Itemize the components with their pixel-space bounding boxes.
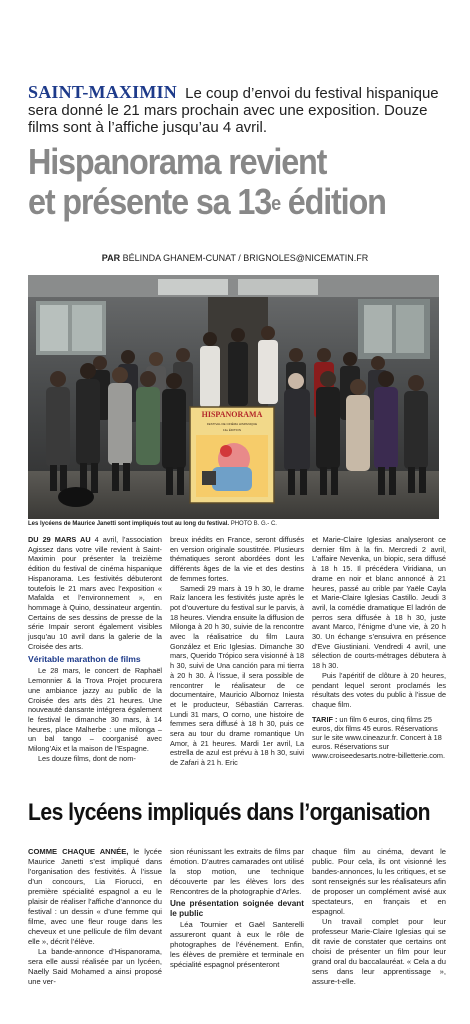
festival-poster: [190, 407, 274, 503]
second-column-3: chaque film au cinéma, devant le public. Pour cela, ils ont visionné les bandes-annonces, lu les critiques, et se sont renseignés sur les réalisateurs afin de proposer un complément avisé aux spectateurs, en français et en espagnol. Un travail complet pour leur professeur Marie-Claire Iglesias qui se dit ravie de constater que certains ont choisi de présenter un film pour leur grand oral du baccalauréat. « Cela a du sens dans leur apprentissage », assure-t-elle.: [312, 847, 446, 986]
subheading-marathon: Véritable marathon de films: [28, 654, 141, 665]
second-column-1: COMME CHAQUE ANNÉE, le lycée Maurice Janetti s’est impliqué dans l’organisation des festivités. À l’issue d’un concours, Lia Fiorucci, en première spécialité espagnol a eu le plaisir de réaliser l’affiche d’annonce du festival : un dessin « d’une femme qui filme, avec une fleur rouge dans les cheveux et une pellicule de film devant elle », décrit l’élève. La bande-annonce d’Hispanorama, sera elle aussi réalisée par un lycéen, Naelly Said Mohamed a ainsi proposé une ver-: [28, 847, 162, 986]
kicker-text: Le coup d’envoi du festival hispanique sera donné le 21 mars prochain avec une exposition. Douze films sont à l’affiche jusqu’au 4 avril.: [28, 85, 439, 136]
byline: [0, 253, 470, 263]
article-column-3: et Marie-Claire Iglesias analyseront ce dernier film à la fin. Mercredi 2 avril, L’affaire Nevenka, un biopic, sera diffusé à 18 h 15. Il précédera Viridiana, un drame en noir et blanc annoncé à 21 heures, passé au crible par Yaële Cayla et Marie-Claire Iglesias Castillo. Jeudi 3 avril, la comédie dramatique El ladrón de perros sera diffusée à 18 h 30, juste avant Marco, l’énigme d’une vie, à 20 h 30. Un échange s’ensuivra en présence d’Eve Giustiniani. Vendredi 4 avril, une sélection de courts-métrages débutera à 18 h 30. Puis l’apéritif de clôture à 20 heures, pendant lequel seront proclamés les résultats des votes du public à l’issue de chaque film. TARIF : un film 6 euros, cinq films 25 euros, dix films 45 euros. Réservations sur le site www.cineazur.fr. Concert à 18 euros. Réservations sur www.croiseedesarts.notre-billetterie.com.: [312, 535, 446, 760]
second-lead: COMME CHAQUE ANNÉE,: [28, 847, 129, 856]
headline-line-1: Hispanorama revient: [28, 141, 327, 182]
poster-title: HISPANORAMA: [201, 410, 263, 419]
second-headline: Les lycéens impliqués dans l’organisation: [28, 799, 431, 826]
caption-text: Les lycéens de Maurice Janetti sont impliqués tout au long du festival.: [28, 521, 230, 527]
headline-line-2: et présente sa 13e édition: [28, 181, 386, 222]
poster-edition: 13e ÉDITION: [222, 428, 242, 432]
tarif-box: TARIF : un film 6 euros, cinq films 25 euros, dix films 45 euros. Réservations sur le site www.cineazur.fr. Concert à 18 euros. Réservations sur www.croiseedesarts.notre-billetterie.com.: [312, 714, 446, 760]
caption-credit: PHOTO B. G.- C.: [230, 521, 277, 527]
article-headline: [28, 142, 406, 222]
kicker-place: SAINT-MAXIMIN: [28, 82, 177, 102]
second-column-2: sion réunissant les extraits de films par émotion. D’autres camarades ont utilisé la stop motion, une technique découverte par les élèves lors des Rencontres de la photographie d’Arles. Une présentation soignée devant le public Léa Tournier et Gaël Santerelli assureront quant à eux le rôle de photographes de l’événement. Enfin, les élèves de première et terminale en spécialité espagnol présenteront: [170, 847, 304, 969]
byline-par: PAR: [101, 253, 121, 263]
poster-subtitle: FESTIVAL DE CINÉMA HISPANIQUE: [206, 422, 258, 426]
article-lead: DU 29 MARS AU: [28, 535, 91, 544]
subheading-presentation: Une présentation soignée devant le public: [170, 899, 304, 918]
article-column-1: DU 29 MARS AU 4 avril, l’association Agissez dans votre ville revient à Saint-Maximin pour présenter la treizième édition du festival de cinéma hispanique Hispanorama. Les festivités débuteront toutefois le 21 mars avec l’exposition « Mafalda et l’environnement », en hommage à Quino, dessinateur argentin. Certains de ses dessins de presse de la série Impair seront également visibles jusqu’au 10 avril dans la galerie de la Croisée des arts. Véritable marathon de films Le 28 mars, le concert de Raphaël Lemonnier & la Trova Projet procurera une ambiance jazzy au public de la Croisée des arts dès 21 heures. Une nouveauté dansante intégrera également le festival le dimanche 30 mars, à 14 heures, place Malherbe : une milonga – un bal tango – coorganisé avec Milong’Aix et la maison de l’Espagne. Les douze films, dont de nom-: [28, 535, 162, 763]
byline-text: BÉLINDA GHANEM-CUNAT / BRIGNOLES@NICEMATIN.FR: [122, 253, 369, 263]
article-kicker: [28, 84, 448, 136]
article-column-2: breux inédits en France, seront diffusés en version originale soustitrée. Plusieurs thématiques seront abordées dont les différents âges de la vie et des destins de femmes fortes. Samedi 29 mars à 19 h 30, le drame Raíz lancera les festivités juste après le pot d’ouverture du festival sur le parvis, à 18 heures. Viendra ensuite la diffusion de Milonga à 20 h 30, suivie de la rencontre avec la réalisatrice du film Laura González et Eric Iglesias. Dimanche 30 mars, Querido Trópico sera visionné à 18 h 30, suivi de Una canción para mi tierra à 20 h 30. À l’issue, il sera possible de rencontrer le réalisateur de ce documentaire, Mauricio Albornoz Iniesta et le producteur, Sébastián Carreras. Lundi 31 mars, O corno, une histoire de femmes sera diffusé à 18 h 30, puis ce sera au tour du drame romantique Un Amor, à 21 heures. Mardi 1er avril, La estrella de azul est prévu à 18 h 30, suivi de Zafari à 21 h. Eric: [170, 535, 305, 768]
group-photo: [28, 275, 439, 519]
photo-caption: [28, 521, 448, 527]
